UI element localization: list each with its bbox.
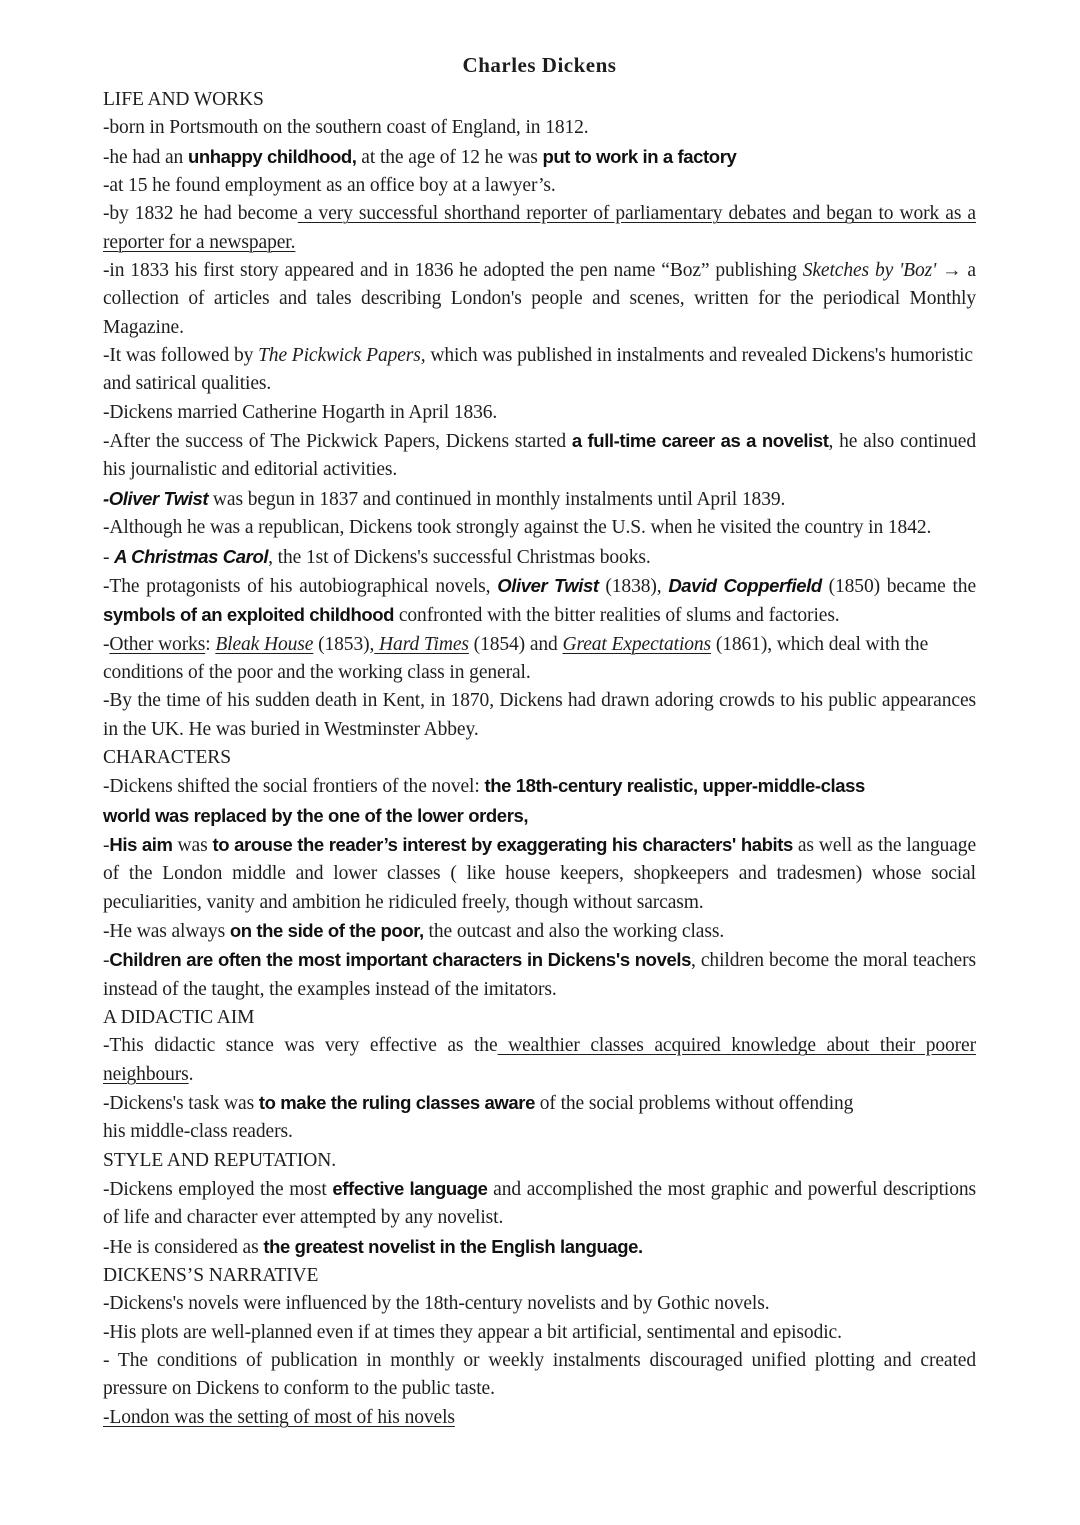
text-run: - xyxy=(103,834,110,856)
paragraph: -Dickens married Catherine Hogarth in April 1836. xyxy=(103,401,498,423)
text-run: (1850) became the xyxy=(821,575,976,597)
bold-italic-title: Oliver Twist xyxy=(497,574,599,596)
paragraph xyxy=(103,427,976,485)
paragraph xyxy=(103,257,976,342)
text-run: was xyxy=(172,834,213,856)
underlined-text: wealthier classes acquired knowledge about their poorer neighbours xyxy=(103,1035,976,1085)
paragraph: -Dickens's novels were influenced by the 18th-century novelists and by Gothic novels. xyxy=(103,1293,770,1315)
text-run: : xyxy=(205,633,216,655)
text-run: -Dickens employed the most xyxy=(103,1179,333,1201)
text-run: → a collection of articles and tales describing London's people and scenes, written for the periodical Monthly Magazine. xyxy=(103,260,976,338)
paragraph xyxy=(103,543,976,572)
text-run: -It was followed by xyxy=(103,345,259,367)
italic-title: The Pickwick Papers, xyxy=(258,345,426,367)
bold-text: the 18th-century realistic, upper-middle-class xyxy=(484,775,865,797)
text-run: -After the success of The Pickwick Papers, Dickens started xyxy=(103,431,572,453)
text-run: . xyxy=(188,1063,194,1085)
text-run: of the social problems without offending xyxy=(535,1093,854,1115)
text-run: his middle-class readers. xyxy=(103,1121,293,1143)
italic-title: Sketches by 'Boz' xyxy=(802,260,937,282)
paragraph: -By the time of his sudden death in Kent, in 1870, Dickens had drawn adoring crowds to his public appearances in the UK. He was buried in Westminster Abbey. xyxy=(103,690,976,740)
text-run: confronted with the bitter realities of slums and factories. xyxy=(394,605,840,627)
paragraph: - The conditions of publication in monthly or weekly instalments discouraged unified plotting and created pressure on Dickens to conform to the public taste. xyxy=(103,1350,976,1400)
paragraph xyxy=(103,485,976,514)
text-run: (1861), which deal with the conditions of the poor and the working class in general. xyxy=(103,633,929,683)
italic-title: Great Expectations xyxy=(562,633,712,655)
text-run: -by 1832 he had become xyxy=(103,203,298,225)
text-run: - xyxy=(103,633,110,655)
italic-title: Bleak House xyxy=(215,633,314,655)
paragraph: -at 15 he found employment as an office boy at a lawyer’s. xyxy=(103,175,556,197)
text-run: -Dickens's task was xyxy=(103,1093,259,1115)
paragraph: -His plots are well-planned even if at times they appear a bit artificial, sentimental and episodic. xyxy=(103,1321,842,1343)
paragraph xyxy=(103,946,976,1004)
text-run: (1853), xyxy=(313,633,375,655)
text-run: , the 1st of Dickens's successful Christmas books. xyxy=(268,546,651,568)
underlined-text: Other works xyxy=(109,633,206,655)
bold-text: effective language xyxy=(332,1178,488,1200)
paragraph xyxy=(103,143,976,172)
text-run: at the age of 12 he was xyxy=(356,146,543,168)
section-heading-characters: CHARACTERS xyxy=(103,746,231,768)
paragraph xyxy=(103,831,976,917)
text-run: -He is considered as xyxy=(103,1236,264,1258)
bold-text: His aim xyxy=(109,833,173,855)
bold-text: to make the ruling classes aware xyxy=(258,1092,535,1114)
section-heading-style-and-reputation: STYLE AND REPUTATION. xyxy=(103,1149,337,1171)
underlined-text: -London was the setting of most of his novels xyxy=(103,1406,455,1428)
text-run: (1854) and xyxy=(468,633,563,655)
section-heading-didactic-aim: A DIDACTIC AIM xyxy=(103,1007,255,1028)
bold-text: world was replaced by the one of the lower orders, xyxy=(103,804,529,826)
bold-italic-title: A Christmas Carol xyxy=(114,545,269,567)
paragraph xyxy=(103,342,976,399)
bold-text: on the side of the poor, xyxy=(229,919,424,941)
text-run: as well as the language of the London middle and lower classes ( like house keepers, shopkeepers and tradesmen) whose social peculiarities, vanity and ambition he ridiculed freely, though without sarcasm. xyxy=(103,834,976,913)
text-run: - xyxy=(103,950,110,972)
text-run: -He was always xyxy=(103,920,230,942)
text-run: -in 1833 his first story appeared and in 1836 he adopted the pen name “Boz” publishing xyxy=(103,260,803,282)
text-run: -he had an xyxy=(103,146,188,168)
text-run: was begun in 1837 and continued in monthly instalments until April 1839. xyxy=(208,488,786,510)
text-run: -The protagonists of his autobiographical novels, xyxy=(103,575,498,597)
section-heading-life-and-works: LIFE AND WORKS xyxy=(103,89,264,110)
paragraph xyxy=(103,772,976,831)
italic-title: Hard Times xyxy=(374,633,469,655)
paragraph xyxy=(103,1175,976,1233)
text-run: (1838), xyxy=(598,575,669,597)
bold-text: unhappy childhood, xyxy=(187,145,357,167)
bold-text: put to work in a factory xyxy=(542,145,737,167)
paragraph xyxy=(103,1032,976,1089)
bold-italic-title: David Copperfield xyxy=(668,574,822,596)
paragraph xyxy=(103,631,976,688)
text-run: the outcast and also the working class. xyxy=(423,920,725,942)
paragraph xyxy=(103,200,976,257)
paragraph xyxy=(103,572,976,631)
paragraph: -born in Portsmouth on the southern coast of England, in 1812. xyxy=(103,117,589,139)
text-run: , children become the moral teachers instead of the taught, the examples instead of the imitators. xyxy=(103,950,976,1000)
paragraph xyxy=(103,1089,976,1147)
bold-text: the greatest novelist in the English language. xyxy=(263,1235,643,1257)
bold-italic-title: -Oliver Twist xyxy=(103,487,209,509)
bold-text: Children are often the most important characters in Dickens's novels xyxy=(109,949,691,971)
text-run: -Dickens shifted the social frontiers of the novel: xyxy=(103,776,485,798)
document-title: Charles Dickens xyxy=(462,53,617,77)
text-run: , he also continued his journalistic and editorial activities. xyxy=(103,431,976,481)
underlined-text: a very successful shorthand reporter of parliamentary debates and began to work as a reporter for a newspaper. xyxy=(103,203,976,253)
bold-text: symbols of an exploited childhood xyxy=(103,604,395,626)
paragraph xyxy=(103,917,976,946)
text-run: -This didactic stance was very effective as the xyxy=(103,1035,498,1057)
bold-text: to arouse the reader’s interest by exaggerating his characters' habits xyxy=(212,833,793,855)
paragraph xyxy=(103,1233,976,1262)
bold-text: a full-time career as a novelist xyxy=(571,430,829,452)
text-run: which was published in instalments and revealed Dickens's humoristic and satirical qualities. xyxy=(103,345,973,395)
text-run: - xyxy=(103,546,115,568)
section-heading-narrative: DICKENS’S NARRATIVE xyxy=(103,1265,319,1287)
paragraph xyxy=(103,1404,976,1432)
text-run: and accomplished the most graphic and powerful descriptions of life and character ever attempted by any novelist. xyxy=(103,1179,976,1229)
document-page xyxy=(103,52,976,1432)
paragraph: -Although he was a republican, Dickens took strongly against the U.S. when he visited the country in 1842. xyxy=(103,517,932,539)
